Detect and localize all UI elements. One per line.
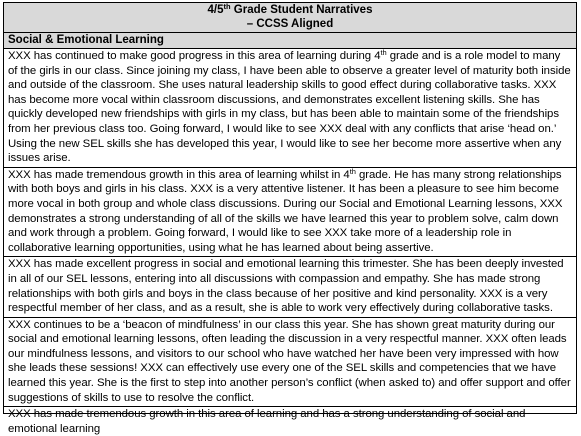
narrative-cell <box>4 317 577 407</box>
page-subtitle: – CCSS Aligned <box>246 18 334 30</box>
narrative-row <box>4 257 577 317</box>
narrative-cell <box>4 167 577 257</box>
title-row <box>4 3 577 33</box>
section-heading: Social & Emotional Learning <box>4 33 577 49</box>
narrative-text: XXX has made tremendous growth in this area of learning whilst in 4 <box>8 168 350 181</box>
narrative-text: XXX has made tremendous growth in this area of learning and has a strong understanding of social and emotional learning <box>8 408 526 435</box>
title-grade-number: 4/5 <box>207 4 224 16</box>
narrative-text-continued: grade. He has many strong relationships with both boys and girls in his class. XXX is a very attentive listener. It has been a pleasure to see him become more vocal in both group and whole class discussions. During our Social and Emotional Learning lessons, XXX demonstrates a strong understanding of all of the skills we have learned this year to problem solve, calm down and work through a problem. Going forward, I would like to see XXX take more of a leadership role in collaborative learning opportunities, using what he has learned about being assertive. <box>8 168 563 254</box>
narrative-row-partial <box>4 407 577 414</box>
title-text: Grade Student Narratives <box>230 4 373 16</box>
narrative-text: XXX has made excellent progress in social and emotional learning this trimester. She has been deeply invested in all of our SEL lessons, entering into all discussions with compassion and empathy. She has made strong relationships with both girls and boys in the class because of her positive and kind personality. XXX is a very respectful member of her class, and as a result, she is able to work very effectively during collaborative tasks. <box>8 258 564 315</box>
narrative-row <box>4 317 577 407</box>
narrative-text-continued: grade and is a role model to many of the girls in our class. Since joining my class, I have been able to observe a greater level of maturity both inside and outside of the classroom. She uses natural leadership skills to good effect during collaborative tasks. XXX has become more vocal within classroom discussions, and demonstrates excellent listening skills. She has quickly developed new friendships with girls in my class, but has been able to maintain some of the friendships from her previous class too. Going forward, I would like to see XXX deal with any conflicts that arise ‘head on.’ Using the new SEL skills she has developed this year, I would like to see her become more assertive when any issues arise. <box>8 50 571 165</box>
narrative-cell-partial <box>4 407 577 435</box>
narrative-superscript: th <box>349 166 356 176</box>
page-title <box>8 3 572 17</box>
title-cell <box>4 3 577 33</box>
narrative-text: XXX continues to be a ‘beacon of mindfulness’ in our class this year. She has shown great maturity during our social and emotional learning lessons, often leading the discussion in a very respectful manner. XXX often leads our mindfulness lessons, and visitors to our school who have watched her have been very impressed with how she leads these sessions! XXX can effectively use every one of the SEL skills and competencies that we have learned this year. She is the first to step into another person’s conflict (when asked to) and offer support and offer suggestions of skills to use to resolve the conflict. <box>8 318 571 404</box>
title-superscript: th <box>223 2 231 11</box>
narrative-text: XXX has continued to make good progress in this area of learning during 4 <box>8 50 381 62</box>
section-header-row <box>4 33 577 49</box>
narrative-clip <box>8 407 572 435</box>
narrative-superscript: th <box>380 48 387 57</box>
narrative-cell <box>4 257 577 317</box>
narrative-row <box>4 49 577 168</box>
narrative-cell <box>4 49 577 168</box>
narrative-row <box>4 167 577 257</box>
narratives-table <box>3 2 577 435</box>
